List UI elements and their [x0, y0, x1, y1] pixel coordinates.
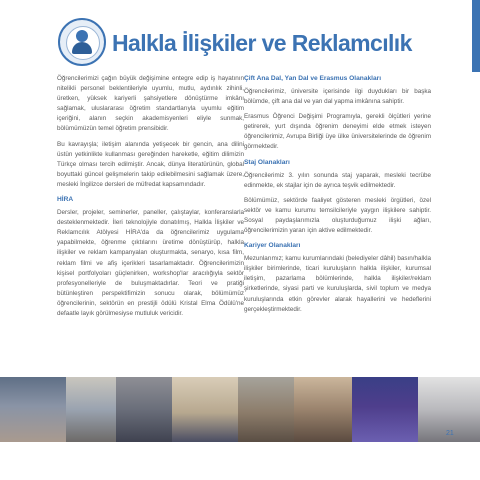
department-logo — [58, 18, 106, 66]
photo-audience — [116, 377, 172, 442]
logo-person-head — [76, 30, 88, 42]
page-title: Halkla İlişkiler ve Reklamcılık — [112, 30, 412, 56]
photo-strip — [0, 377, 480, 442]
photo-speaker — [172, 377, 238, 442]
left-paragraph-3: Dersler, projeler, seminerler, paneller, çalıştaylar, konferanslarla desteklenmektedir. İleri teknolojiyle donatılmış, Halkla İlişkiler ve Reklamcılık Atölyesi HİRA'da da öğrencilerimiz uygulama yapabilmekte, öğrenme çıktılarını üretime dönüştürüp, halkla ilişkiler ve reklam kampanyaları oluşturmakta, senaryo, kısa film, reklam filmi ve afiş içerikleri tasarlamaktadır. Öğrencilerimizin kişisel portfolyoları güçlenirken, workshop'lar aracılığıyla sektör profesyonelleriyle de buluşmaktadırlar. Teori ve pratiği bütünleştiren perspektifimizin sonucu olarak, bölümümüz öğrencilerinin, sektörün en prestijli ödülü Kristal Elma Ödülü'ne defaatle layık görülmesiyse mutluluk vericidir. — [57, 209, 244, 317]
heading-double-major: Çift Ana Dal, Yan Dal ve Erasmus Olanakları — [244, 75, 382, 82]
photo-classroom — [66, 377, 116, 442]
right-paragraph-4: Bölümümüz, sektörde faaliyet gösteren mesleki örgütleri, özel sektör ve kamu kurumu temsilcileriyle yaygın ilişkilere sahiptir. Sosyal paydaşlarımızla oluşturduğumuz ilişki ağları, öğrencilerimizin yararı için aktive edilmektedir. — [244, 196, 431, 235]
page-number: 21 — [446, 430, 454, 437]
left-column — [57, 74, 244, 324]
right-column — [244, 74, 431, 320]
right-paragraph-2: Erasmus Öğrenci Değişimi Programıyla, gerekli ölçütleri yerine getirerek, yurt dışında öğrenim deneyimi elde etmek isteyen öğrencilerimiz, Avrupa Birliği üye ülke üniversitelerinde de öğrenim görmektedir. — [244, 113, 431, 151]
heading-career: Kariyer Olanakları — [244, 242, 301, 250]
photo-students — [238, 377, 294, 442]
heading-internship: Staj Olanakları — [244, 158, 290, 166]
edge-tab — [472, 0, 480, 72]
photo-stage — [352, 377, 418, 442]
left-paragraph-2: Bu kavrayışla; iletişim alanında yetişecek bir gencin, ana dilini üstün yetkinlikte kullanması gereğinden hareketle, eğitim dilimizin Türkçe olması tercih edilmiştir. Ancak, dünya literatürünün, global boyuttaki güncel gelişmelerin takip edilebilmesini sağlamak üzere, mesleki İngilizce dersleri de müfredat kapsamındadır. — [57, 140, 244, 188]
photo-conference — [0, 377, 66, 442]
right-paragraph-1: Öğrencilerimiz, üniversite içerisinde ilgi duydukları bir başka bölümde, çift ana dal ve yan dal yapma imkânına sahiptir. — [244, 88, 431, 106]
heading-hira: HİRA — [57, 196, 74, 204]
right-paragraph-3: Öğrencilerimiz 3. yılın sonunda staj yaparak, mesleki tecrübe edinmekte, ek stajlar için de ayrıca teşvik edilmektedir. — [244, 171, 431, 189]
photo-workshop — [294, 377, 352, 442]
left-paragraph-1: Öğrencilerimizi çağın büyük değişimine entegre edip iş hayatının nitelikli personel beklentileriyle uyumlu, mutlu, aydınlık zihinli, üretken, yüksek kariyerli şahsiyetlere dönüştürme imkânı sağlamak, uluslararası öğretim standartlarıyla uyumlu eğitim içeriğini, alanın seçkin akademisyenleri eliyle sunmak, bölümümüzün temel öğretim prensibidir. — [57, 75, 244, 133]
right-paragraph-5: Mezunlarımız; kamu kurumlarındaki (belediyeler dâhil) basın/halkla ilişkiler birimlerinde, ticari kuruluşların halkla ilişkiler, kurumsal iletişim, pazarlama bölümlerinde, halkla ilişkiler/reklam şirketlerinde, siyasi parti ve kuruluşlarda, sivil toplum ve medya kuruluşlarında etkin görevler alarak hayallerini ve hedeflerini gerçekleştirmektedir. — [244, 255, 431, 313]
